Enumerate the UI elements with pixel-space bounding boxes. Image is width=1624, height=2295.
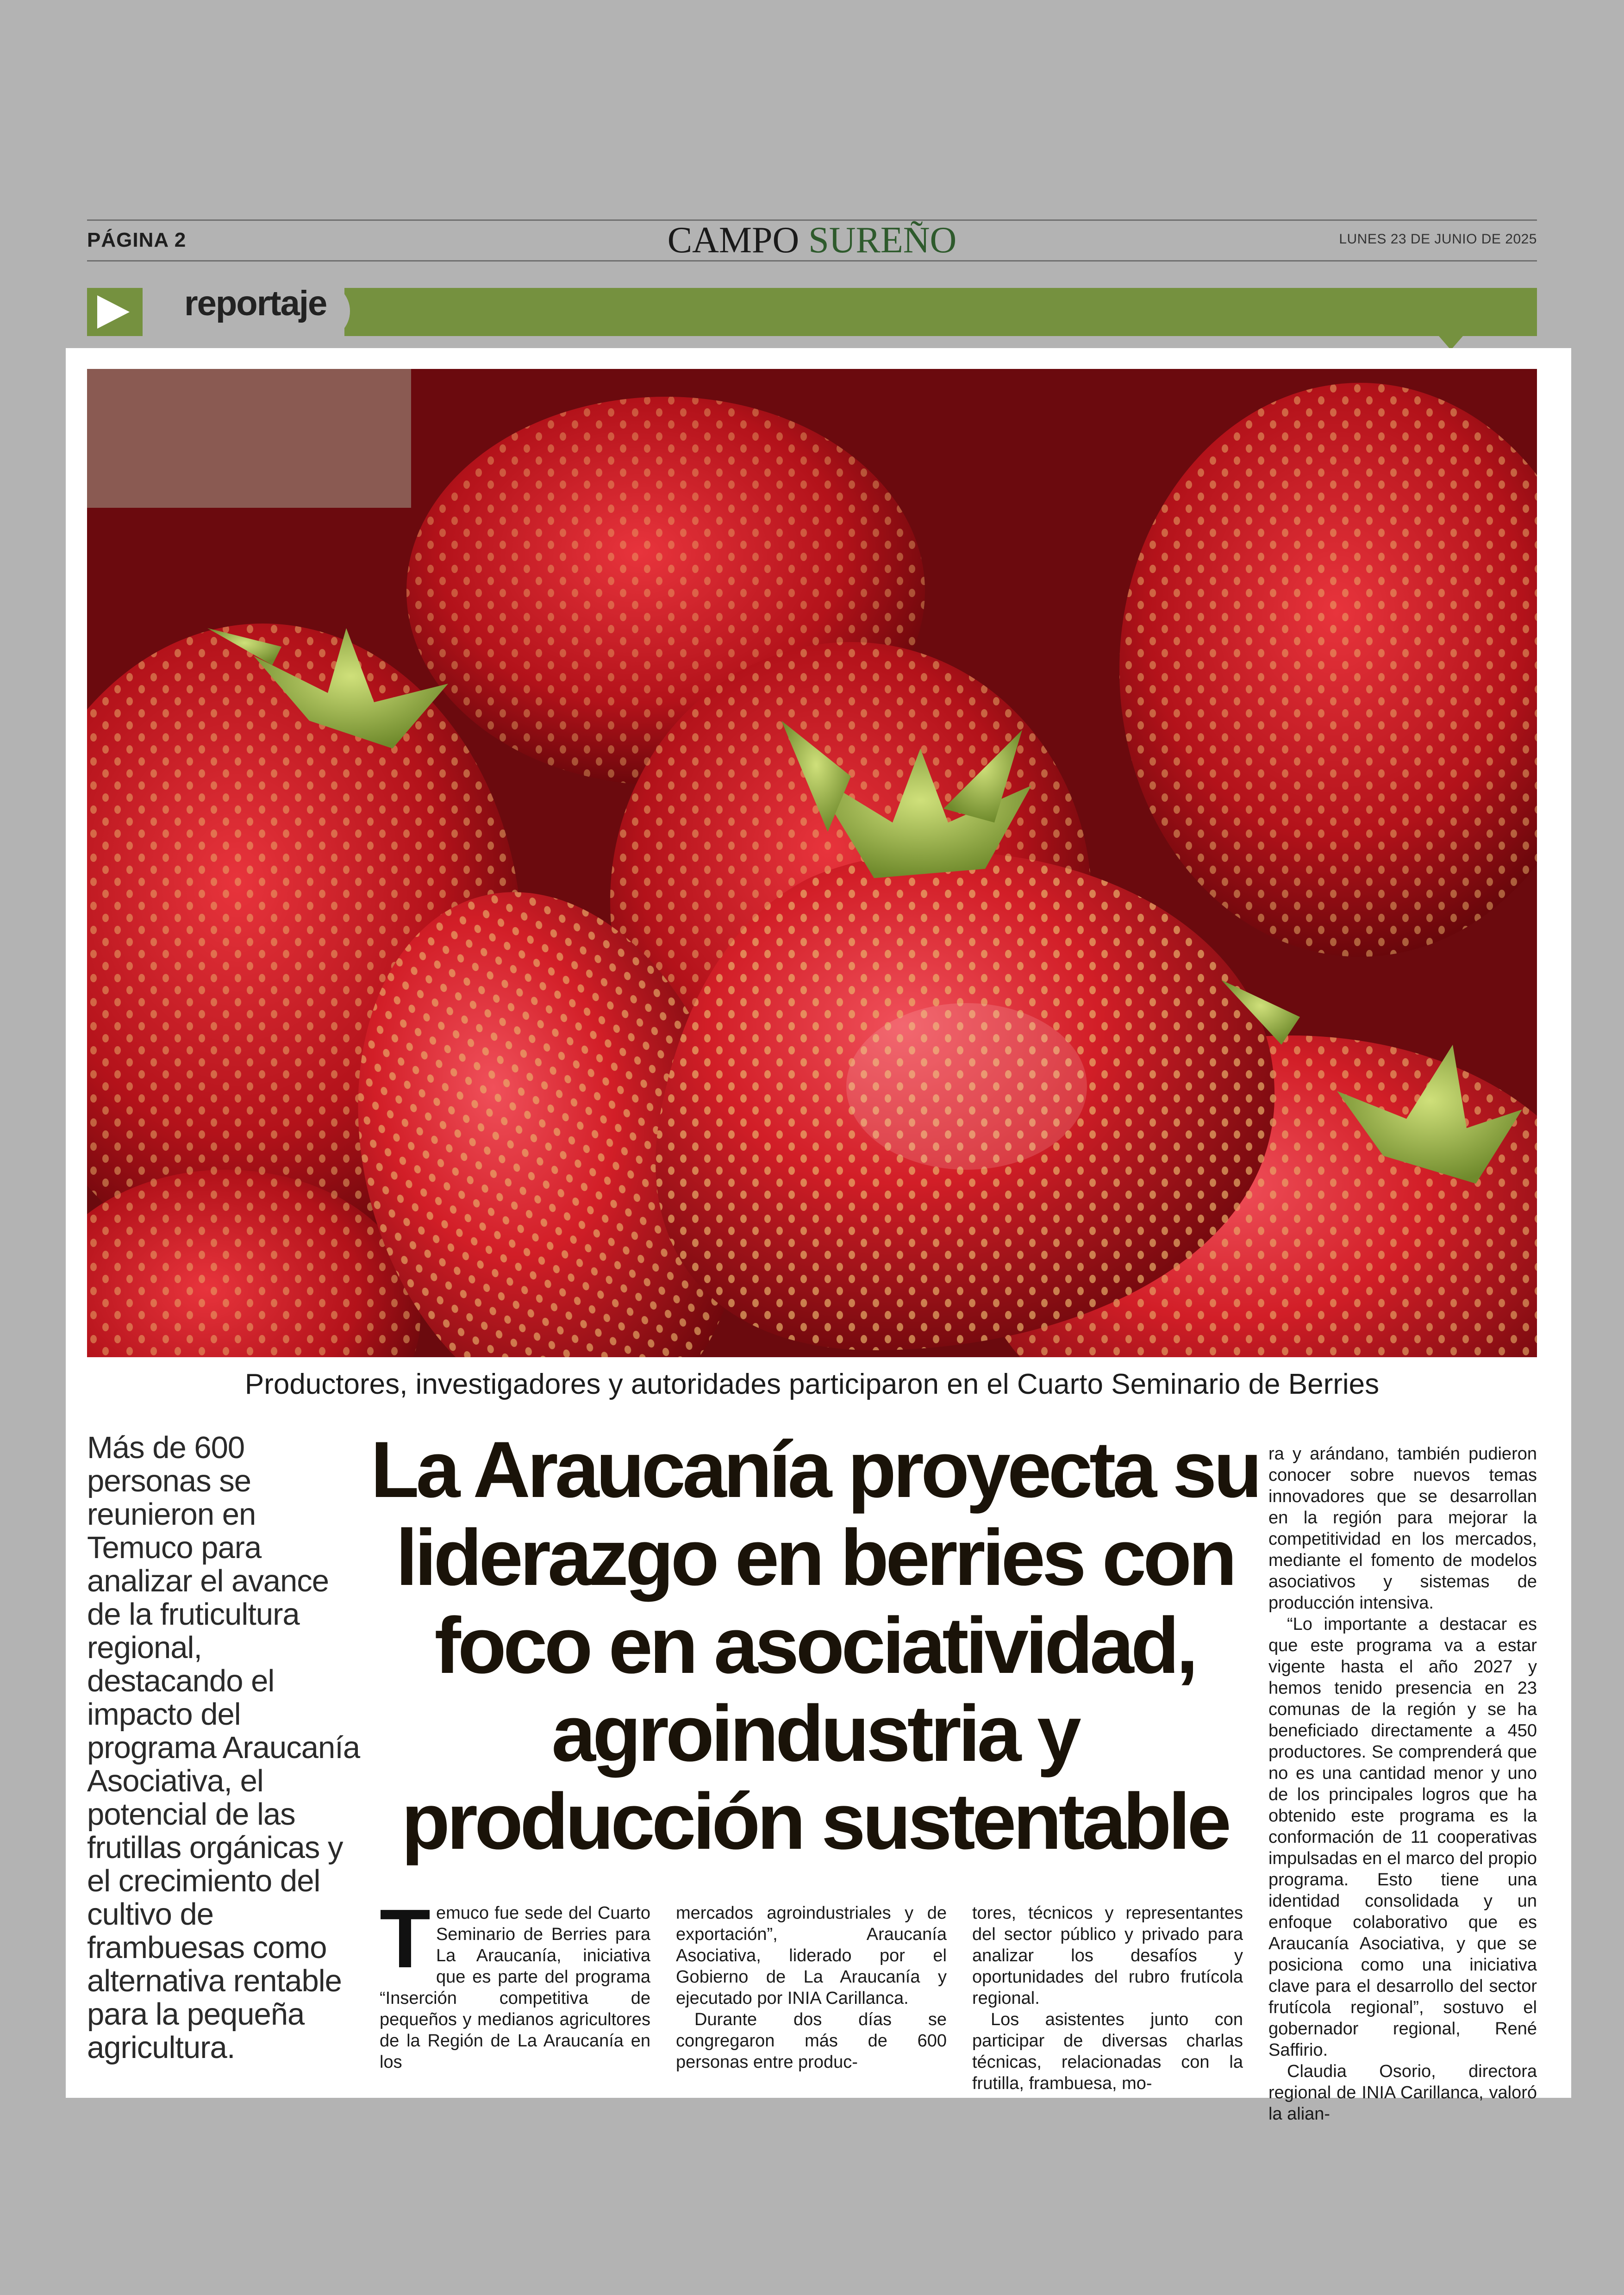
masthead-sureno: SUREÑO xyxy=(808,220,957,261)
body-text: emuco fue sede del Cuarto Seminario de Berries para La Araucanía, iniciativa que es parte del programa “Inserción competitiva de pequeños y medianos agricultores de la Región de La Araucanía en los xyxy=(380,1903,650,2072)
body-column-1 xyxy=(380,1892,650,2073)
play-triangle-icon xyxy=(87,288,143,336)
body-paragraph: “Lo importante a destacar es que este programa va a estar vigente hasta el año 2027 y hemos tenido presencia en 23 comunas de la región y se ha beneficiado directamente a 450 productores. Se comprenderá que no es una cantidad menor y uno de los principales logros que ha obtenido este programa es la conformación de 11 cooperativas impulsadas en el marco del propio programa. Esto tiene una identidad consolidada y un enfoque colaborativo que es Araucanía Asociativa, y que se posiciona como una iniciativa clave para el desarrollo del sector frutícola regional”, sostuvo el gobernador regional, René Saffirio. xyxy=(1268,1615,1537,2060)
body-paragraph: ra y arándano, también pudieron conocer sobre nuevos temas innovadores que se desarrollan en la región para mejorar la competitividad en los mercados, mediante el fomento de modelos asociativos y sistemas de producción intensiva. xyxy=(1268,1444,1537,1613)
article-intro: Más de 600 personas se reunieron en Temuco para analizar el avance de la fruticultura regional, destacando el impacto del programa Araucanía Asociativa, el potencial de las frutillas orgánicas y el crecimiento del cultivo de frambuesas como alternativa rentable para la pequeña agricultura. xyxy=(87,1430,360,2065)
body-column-3 xyxy=(972,1902,1243,2094)
body-column-4 xyxy=(1268,1443,1537,2125)
masthead-campo: CAMPO xyxy=(667,220,800,261)
photo-caption: Productores, investigadores y autoridades participaron en el Cuarto Seminario de Berries xyxy=(244,1368,1380,1400)
body-paragraph: tores, técnicos y representantes del sector público y privado para analizar los desafíos y oportunidades del rubro frutícola regional. xyxy=(972,1903,1243,2008)
masthead xyxy=(581,219,1043,261)
body-paragraph xyxy=(380,1892,650,2073)
section-label: reportaje xyxy=(184,284,327,323)
page-number: PÁGINA 2 xyxy=(87,229,187,251)
issue-date: LUNES 23 DE JUNIO DE 2025 xyxy=(1339,231,1537,247)
body-paragraph: Los asistentes junto con participar de diversas charlas técnicas, relacionadas con la frutilla, frambuesa, mo- xyxy=(972,2010,1243,2093)
article-headline: La Araucanía proyecta su liderazgo en berries con foco en asociatividad, agroindustria y producción sustentable xyxy=(370,1425,1259,1866)
body-paragraph: mercados agroindustriales y de exportación”, Araucanía Asociativa, liderado por el Gobierno de La Araucanía y ejecutado por INIA Carillanca. xyxy=(676,1903,947,2008)
section-bar xyxy=(344,288,1537,336)
strawberries-photo xyxy=(87,369,1537,1357)
body-paragraph: Claudia Osorio, directora regional de INIA Carillanca, valoró la alian- xyxy=(1268,2062,1537,2124)
body-column-2 xyxy=(676,1902,947,2073)
drop-cap: T xyxy=(380,1892,431,1985)
body-paragraph: Durante dos días se congregaron más de 600 personas entre produc- xyxy=(676,2010,947,2072)
